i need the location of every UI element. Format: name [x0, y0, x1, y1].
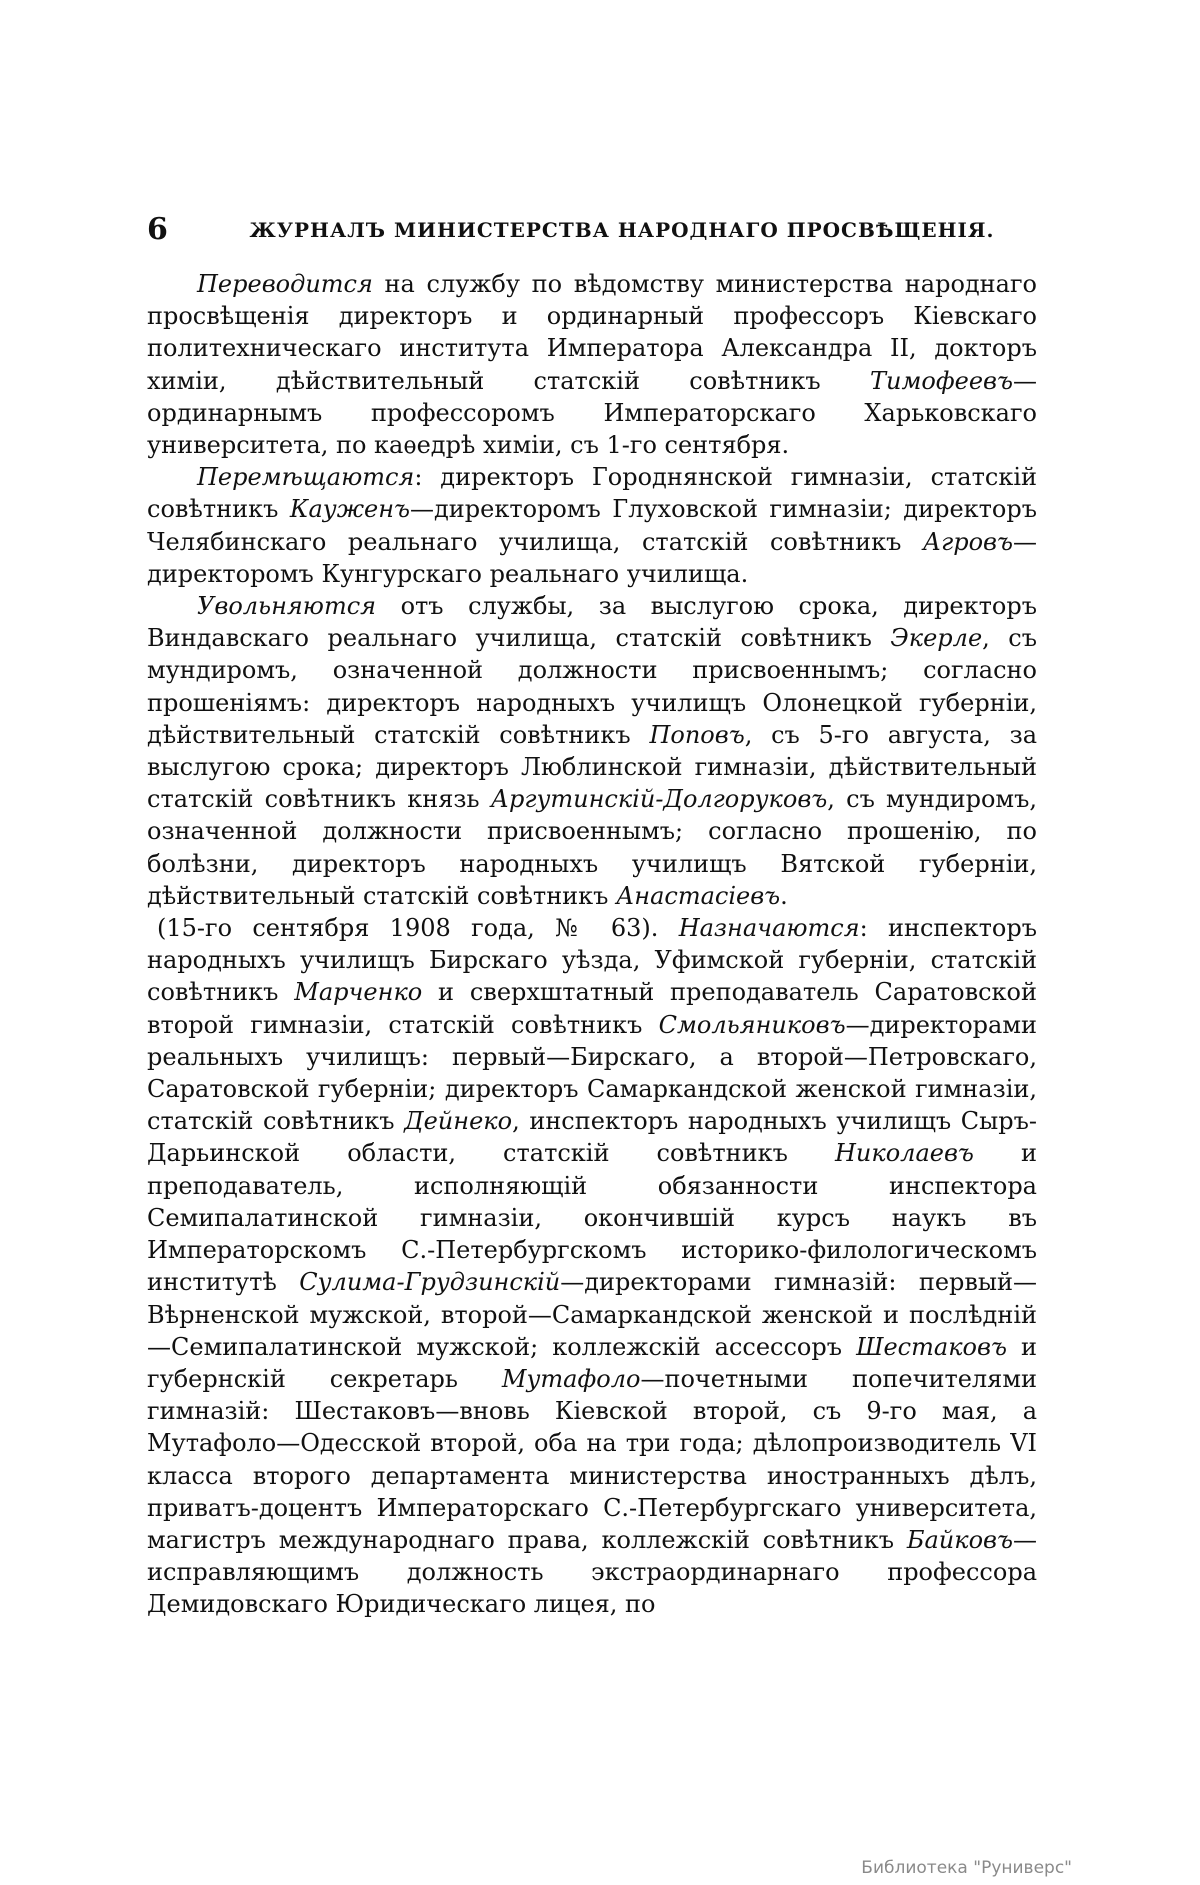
text-run: и сверхштатный преподаватель Саратовской второй гимназіи, статскій совѣтникъ	[147, 978, 1038, 1039]
text-run: : директоръ Городнянской гимназіи, статскій совѣтникъ	[147, 463, 1037, 524]
section-lead: Назначаются	[678, 914, 860, 943]
section-lead: Перемѣщаются	[197, 463, 415, 492]
paragraph	[147, 461, 1037, 590]
text-run: —директорами реальныхъ училищъ: первый—Бирскаго, а второй—Петровскаго, Саратовской губерніи; директоръ Самаркандской женской гимназіи, статскій совѣтникъ	[147, 1010, 1037, 1136]
person-name: Смольяниковъ	[658, 1010, 846, 1039]
paragraph	[147, 268, 1037, 461]
text-run: , инспекторъ народныхъ училищъ Сыръ-Дарьинской области, статскій совѣтникъ	[147, 1107, 1038, 1168]
person-name: Агровъ	[922, 527, 1013, 556]
page-number: 6	[147, 212, 168, 247]
person-name: Байковъ	[906, 1525, 1013, 1554]
person-name: Шестаковъ	[856, 1332, 1007, 1361]
text-run: и преподаватель, исполняющій обязанности инспектора Семипалатинской гимназіи, окончившій курсъ наукъ въ Императорскомъ С.-Петербургскомъ историко-филологическомъ институтѣ	[147, 1139, 1037, 1297]
library-watermark: Библиотека "Руниверс"	[861, 1858, 1072, 1878]
text-run: —исправляющимъ должность экстраординарнаго профессора Демидовскаго Юридическаго лицея, по	[147, 1525, 1037, 1619]
person-name: Поповъ	[649, 720, 745, 749]
running-head	[147, 212, 1037, 252]
text-run: : инспекторъ народныхъ училищъ Бирскаго уѣзда, Уфимской губерніи, статскій совѣтникъ	[147, 914, 1037, 1007]
person-name: Кауженъ	[289, 495, 410, 524]
person-name: Мутафоло	[501, 1364, 641, 1393]
section-lead: Увольняются	[197, 592, 377, 621]
body-text	[147, 268, 1037, 1621]
text-run: —директоромъ Кунгурскаго реальнаго училища.	[147, 527, 1037, 588]
paragraph	[147, 912, 1037, 1620]
text-run: —директоромъ Глуховской гимназіи; директоръ Челябинскаго реальнаго училища, статскій совѣтникъ	[147, 495, 1037, 556]
paragraph	[147, 590, 1037, 912]
text-run: на службу по вѣдомству министерства народнаго просвѣщенія директоръ и ординарный профессоръ Кіевскаго политехническаго института Императора Александра II, докторъ химіи, дѣйствительный статскій совѣтникъ	[147, 270, 1037, 395]
text-run: (15-го сентября 1908 года, № 63).	[157, 914, 679, 943]
text-run: —директорами гимназій: первый—Вѣрненской мужской, второй—Самаркандской женской и послѣдній—Семипалатинской мужской; коллежскій ассессоръ	[147, 1268, 1037, 1361]
person-name: Николаевъ	[835, 1139, 974, 1168]
person-name: Дейнеко	[404, 1107, 513, 1136]
text-run: , съ мундиромъ, означенной должности присвоеннымъ; согласно прошеніямъ: директоръ народныхъ училищъ Олонецкой губерніи, дѣйствительный статскій совѣтникъ	[147, 624, 1038, 749]
text-run: .	[780, 881, 788, 910]
text-run: , съ 5-го августа, за выслугою срока; директоръ Люблинской гимназіи, дѣйствительный статскій совѣтникъ князь	[147, 720, 1038, 814]
text-run: —почетными попечителями гимназій: Шестаковъ—вновь Кіевской второй, съ 9-го мая, а Мутафоло—Одесской второй, оба на три года; дѣлопроизводитель VI класса второго департамента министерства иностранныхъ дѣлъ, приватъ-доцентъ Императорскаго С.-Петербургскаго университета, магистръ международнаго права, коллежскій совѣтникъ	[147, 1364, 1037, 1554]
person-name: Анастасіевъ	[616, 881, 781, 910]
journal-title: ЖУРНАЛЪ МИНИСТЕРСТВА НАРОДНАГО ПРОСВѢЩЕНІЯ.	[249, 218, 995, 242]
text-run: —ординарнымъ профессоромъ Императорскаго Харьковскаго университета, по каѳедрѣ химіи, съ 1-го сентября.	[147, 366, 1037, 460]
section-lead: Переводится	[197, 270, 373, 298]
text-run: отъ службы, за выслугою срока, директоръ Виндавскаго реальнаго училища, статскій совѣтникъ	[147, 592, 1037, 653]
person-name: Аргутинскій-Долгоруковъ	[490, 785, 828, 814]
text-run: , съ мундиромъ, означенной должности присвоеннымъ; согласно прошенію, по болѣзни, директоръ народныхъ училищъ Вятской губерніи, дѣйствительный статскій совѣтникъ	[147, 785, 1037, 910]
person-name: Марченко	[294, 978, 423, 1007]
person-name: Экерле	[890, 624, 983, 653]
person-name: Сулима-Грудзинскій	[299, 1268, 561, 1297]
text-run: и губернскій секретарь	[147, 1332, 1038, 1393]
person-name: Тимофеевъ	[870, 366, 1013, 395]
